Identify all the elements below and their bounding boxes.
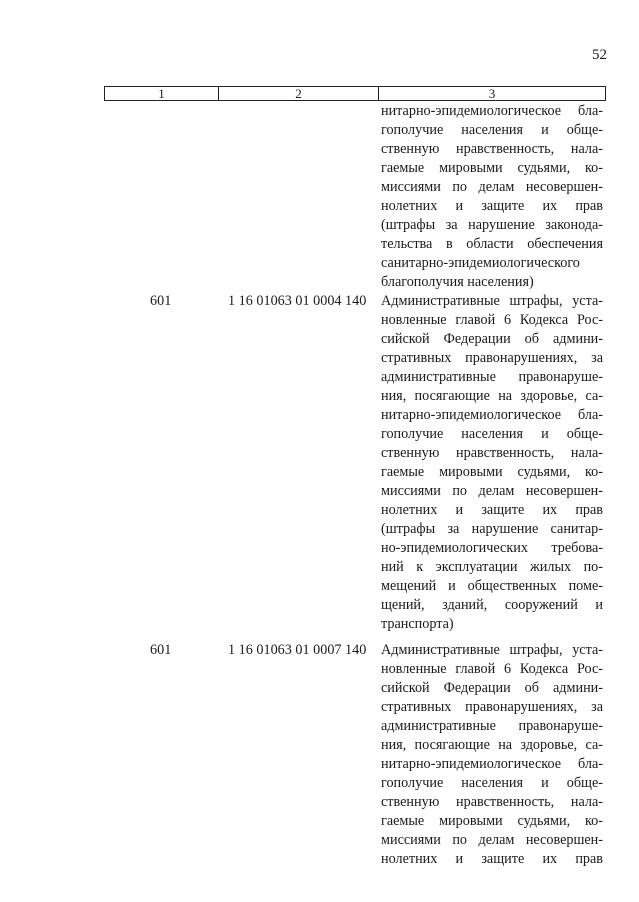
text-line: тельства в области обеспечения xyxy=(381,236,603,252)
text-line: ний к эксплуатации жилых по- xyxy=(381,559,603,575)
text-line: сийской Федерации об админи- xyxy=(381,331,603,347)
text-line: благополучия населения) xyxy=(381,274,534,290)
text-line: ственную нравственность, нала- xyxy=(381,445,603,461)
text-line: нолетних и защите их прав xyxy=(381,851,603,867)
text-line: сийской Федерации об админи- xyxy=(381,680,603,696)
text-line: новленные главой 6 Кодекса Рос- xyxy=(381,661,603,677)
text-line: миссиями по делам несовершен- xyxy=(381,483,603,499)
text-line: административные правонаруше- xyxy=(381,718,603,734)
text-line: нитарно-эпидемиологическое бла- xyxy=(381,756,603,772)
text-line: нолетних и защите их прав xyxy=(381,198,603,214)
table-header xyxy=(104,86,606,101)
text-line: щений, зданий, сооружений и xyxy=(381,597,603,613)
row-kbk-code: 1 16 01063 01 0007 140 xyxy=(228,642,367,658)
row-description xyxy=(381,292,603,634)
text-line: гополучие населения и обще- xyxy=(381,426,603,442)
row-admin-code: 601 xyxy=(150,642,172,658)
text-line: ственную нравственность, нала- xyxy=(381,141,603,157)
row-kbk-code: 1 16 01063 01 0004 140 xyxy=(228,293,367,309)
text-line: нолетних и защите их прав xyxy=(381,502,603,518)
text-line: ственную нравственность, нала- xyxy=(381,794,603,810)
text-line: (штрафы за нарушение законода- xyxy=(381,217,603,233)
text-line: санитарно-эпидемиологического xyxy=(381,255,580,271)
continuation-description xyxy=(381,102,603,292)
text-line: стративных правонарушениях, за xyxy=(381,699,603,715)
text-line: ния, посягающие на здоровье, са- xyxy=(381,388,603,404)
text-line: гаемые мировыми судьями, ко- xyxy=(381,464,603,480)
page-number: 52 xyxy=(592,47,607,63)
text-line: нитарно-эпидемиологическое бла- xyxy=(381,407,603,423)
text-line: миссиями по делам несовершен- xyxy=(381,179,603,195)
text-line: гаемые мировыми судьями, ко- xyxy=(381,813,603,829)
row-description xyxy=(381,641,603,869)
text-line: мещений и общественных поме- xyxy=(381,578,603,594)
header-col-2: 2 xyxy=(219,87,379,100)
text-line: гополучие населения и обще- xyxy=(381,122,603,138)
text-line: стративных правонарушениях, за xyxy=(381,350,603,366)
text-line: Административные штрафы, уста- xyxy=(381,642,603,658)
text-line: транспорта) xyxy=(381,616,454,632)
header-col-1: 1 xyxy=(105,87,219,100)
text-line: административные правонаруше- xyxy=(381,369,603,385)
text-line: нитарно-эпидемиологическое бла- xyxy=(381,103,603,119)
text-line: миссиями по делам несовершен- xyxy=(381,832,603,848)
text-line: гаемые мировыми судьями, ко- xyxy=(381,160,603,176)
row-admin-code: 601 xyxy=(150,293,172,309)
text-line: ния, посягающие на здоровье, са- xyxy=(381,737,603,753)
text-line: (штрафы за нарушение санитар- xyxy=(381,521,603,537)
header-col-3: 3 xyxy=(488,86,496,101)
text-line: но-эпидемиологических требова- xyxy=(381,540,603,556)
text-line: Административные штрафы, уста- xyxy=(381,293,603,309)
text-line: гополучие населения и обще- xyxy=(381,775,603,791)
text-line: новленные главой 6 Кодекса Рос- xyxy=(381,312,603,328)
